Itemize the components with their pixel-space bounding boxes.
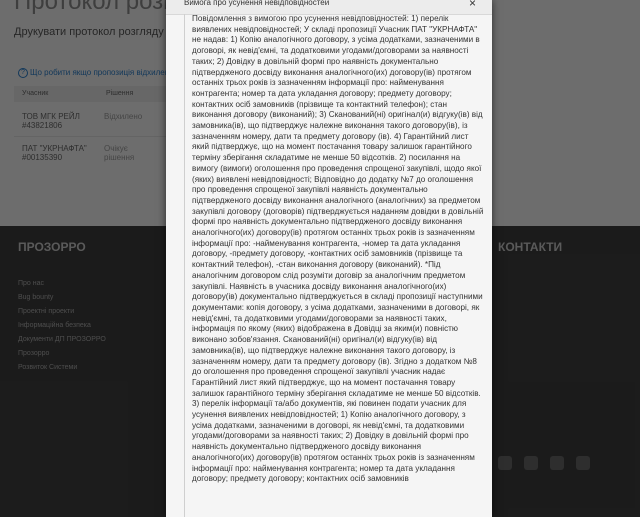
requirement-text: Повідомлення з вимогою про усунення невідповідностей: 1) перелік виявлених невідповідностей; У складі пропозиції Учасник ПАТ "УКРНАФТА" не надав: 1) Копію аналогічного договору, з усіма додатками, зазначеними в договорі, як невід'ємні, та додатковими угодами/договорами за наявності таких; 2) Довідку в довільній формі про наявність документально підтвердженого досвіду виконання аналогічного(их) договору(ів) протягом останніх трьох років із зазначенням інформації про: найменування контрагента; номер та дата укладання договору; предмету договору; контактних осіб замовників (прізвище та контактний телефон); стан виконання договору (виконаний); 3) Сканований(ні) оригінал(и) відгуку(ів) від замовника(ів), що підтверджує належне виконання такого договору(ів), із зазначенням номеру, дати та предмету договору (ів). 4) Гарантійний лист який підтверджує, що на момент постачання товару залишок гарантійного терміну зберігання складатиме не менше 50 відсотків. 2) посилання на вимогу (вимоги) оголошення про проведення спрощеної закупівлі, щодо якої (яких) виявлені невідповідності; Відповідно до додатку №7 до оголошення про проведення спрощеної закупівлі наявність документально підтвердженого досвіду виконання аналогічного (аналогічних) за предметом закупівлі договору (договорів) підтверджується наданням довідки в довільній формі про наявність документально підтвердженого досвіду виконання аналогічного(их) договору(ів) протягом останніх трьох років із зазначенням інформації про: -найменування контрагента, -номер та дата укладання договору, -предмету договору, -контактних осіб замовників (прізвище та контактний телефон), -стан виконання договору (виконаний). *Під аналогічним договором слід розуміти договір за аналогічним предметом закупівлі. Наявність в учасника досвіду виконання аналогічного(их) договору(ів) документально підтверджується в складі пропозиції наступними документами: копія договору, з усіма додатками, зазначеними в договорі, як невід'ємні, та додатковими угодами/договорами за наявності таких, інформація по якому (яких) відображена в Довідці за яким(и) повністю виконано зобов'язання. Сканований(ні) оригінал(и) відгуку(ів) від замовника(ів), що підтверджує належне виконання такого договору, із зазначенням номеру, дати та предмету договору (ів). Згідно з додатком №8 до оголошення про проведення спрощеної закупівлі учасник надає Гарантійний лист який підтверджує, що на момент постачання товару залишок гарантійного терміну зберігання складатиме не менше 50 відсотків. 3) перелік інформації та/або документів, які повинен подати учасник для усунення виявлених невідповідностей; 1) Копію аналогічного договору, з усіма додатками, зазначеними в договорі, як невід'ємні, та додатковими угодами/договорами за наявності таких; 2) Довідку в довільній формі про наявність документально підтвердженого досвіду виконання аналогічного(их) договору(ів) протягом останніх трьох років із зазначенням інформації про: найменування контрагента; номер та дата укладання договору; предмету договору; контактних осіб замовників bbox=[192, 14, 484, 484]
modal-title: Вимога про усунення невідповідностей bbox=[184, 0, 330, 7]
close-icon[interactable]: × bbox=[468, 0, 476, 10]
modal-header bbox=[166, 0, 492, 15]
modal-body[interactable] bbox=[184, 14, 485, 517]
requirement-modal bbox=[166, 0, 492, 517]
